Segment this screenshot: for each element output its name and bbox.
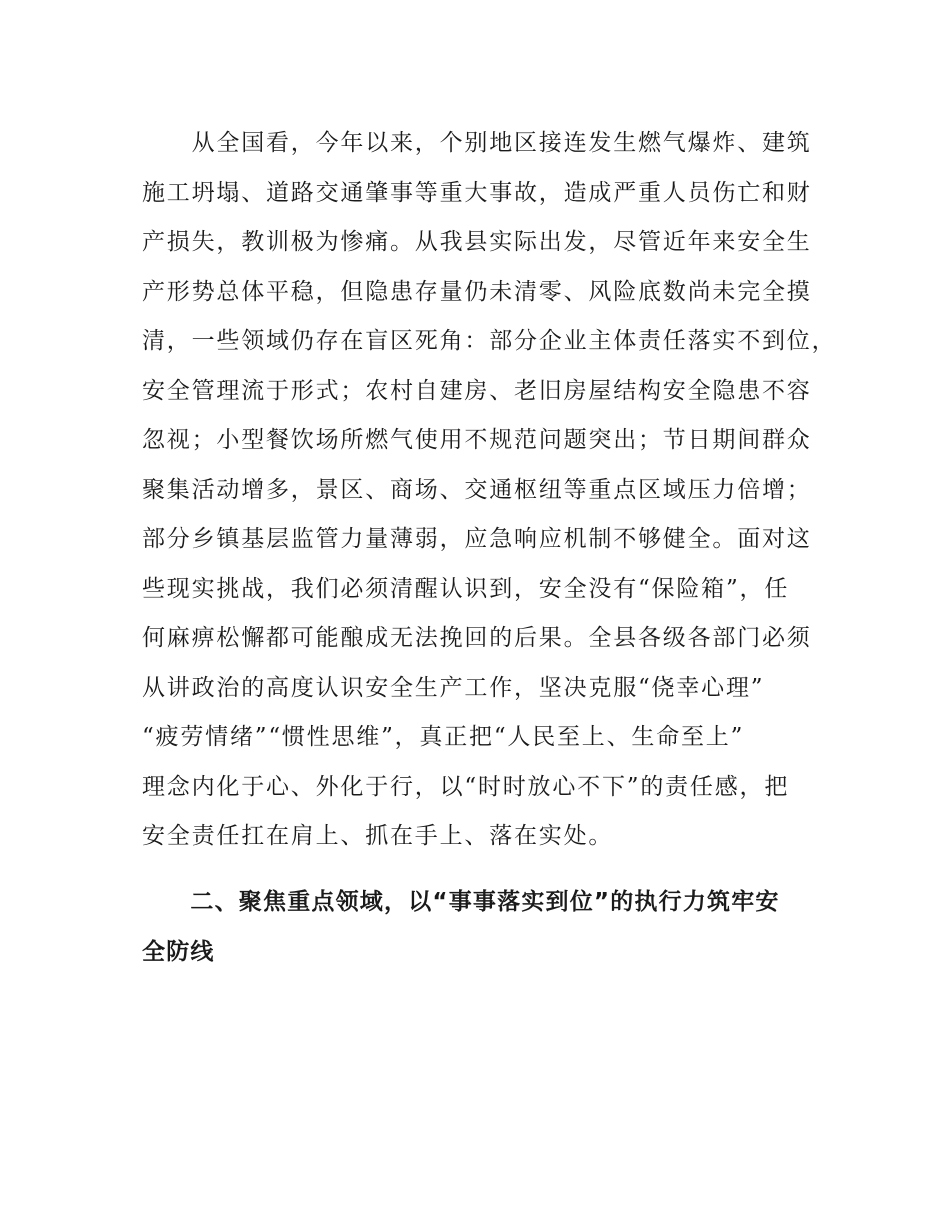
paragraph-line: 安全责任扛在肩上、抓在手上、落在实处。 — [142, 823, 614, 849]
paragraph-line: 产形势总体平稳，但隐患存量仍未清零、风险底数尚未完全摸 — [142, 279, 812, 305]
paragraph-line: 何麻痹松懈都可能酿成无法挽回的后果。全县各级各部门必须 — [142, 625, 812, 651]
paragraph-line: 清，一些领域仍存在盲区死角：部分企业主体责任落实不到位， — [142, 328, 837, 354]
heading-line: 全防线 — [142, 939, 215, 965]
paragraph-line: 部分乡镇基层监管力量薄弱，应急响应机制不够健全。面对这 — [142, 526, 812, 552]
paragraph-line: 聚集活动增多，景区、商场、交通枢纽等重点区域压力倍增； — [142, 477, 812, 503]
heading-line: 二、聚焦重点领域，以“事事落实到位”的执行力筑牢安 — [142, 889, 780, 915]
paragraph-line: 从全国看，今年以来，个别地区接连发生燃气爆炸、建筑 — [142, 130, 812, 156]
paragraph-line: 安全管理流于形式；农村自建房、老旧房屋结构安全隐患不容 — [142, 378, 812, 404]
paragraph-line: 从讲政治的高度认识安全生产工作，坚决克服“侥幸心理” — [142, 675, 765, 701]
paragraph-line: “疲劳情绪”“惯性思维”，真正把“人民至上、生命至上” — [142, 724, 745, 750]
paragraph-line: 忽视；小型餐饮场所燃气使用不规范问题突出；节日期间群众 — [142, 427, 812, 453]
paragraph-line: 些现实挑战，我们必须清醒认识到，安全没有“保险箱”，任 — [142, 576, 790, 602]
paragraph-line: 产损失，教训极为惨痛。从我县实际出发，尽管近年来安全生 — [142, 229, 812, 255]
paragraph-line: 理念内化于心、外化于行，以“时时放心不下”的责任感，把 — [142, 774, 790, 800]
paragraph-line: 施工坍塌、道路交通肇事等重大事故，造成严重人员伤亡和财 — [142, 180, 812, 206]
